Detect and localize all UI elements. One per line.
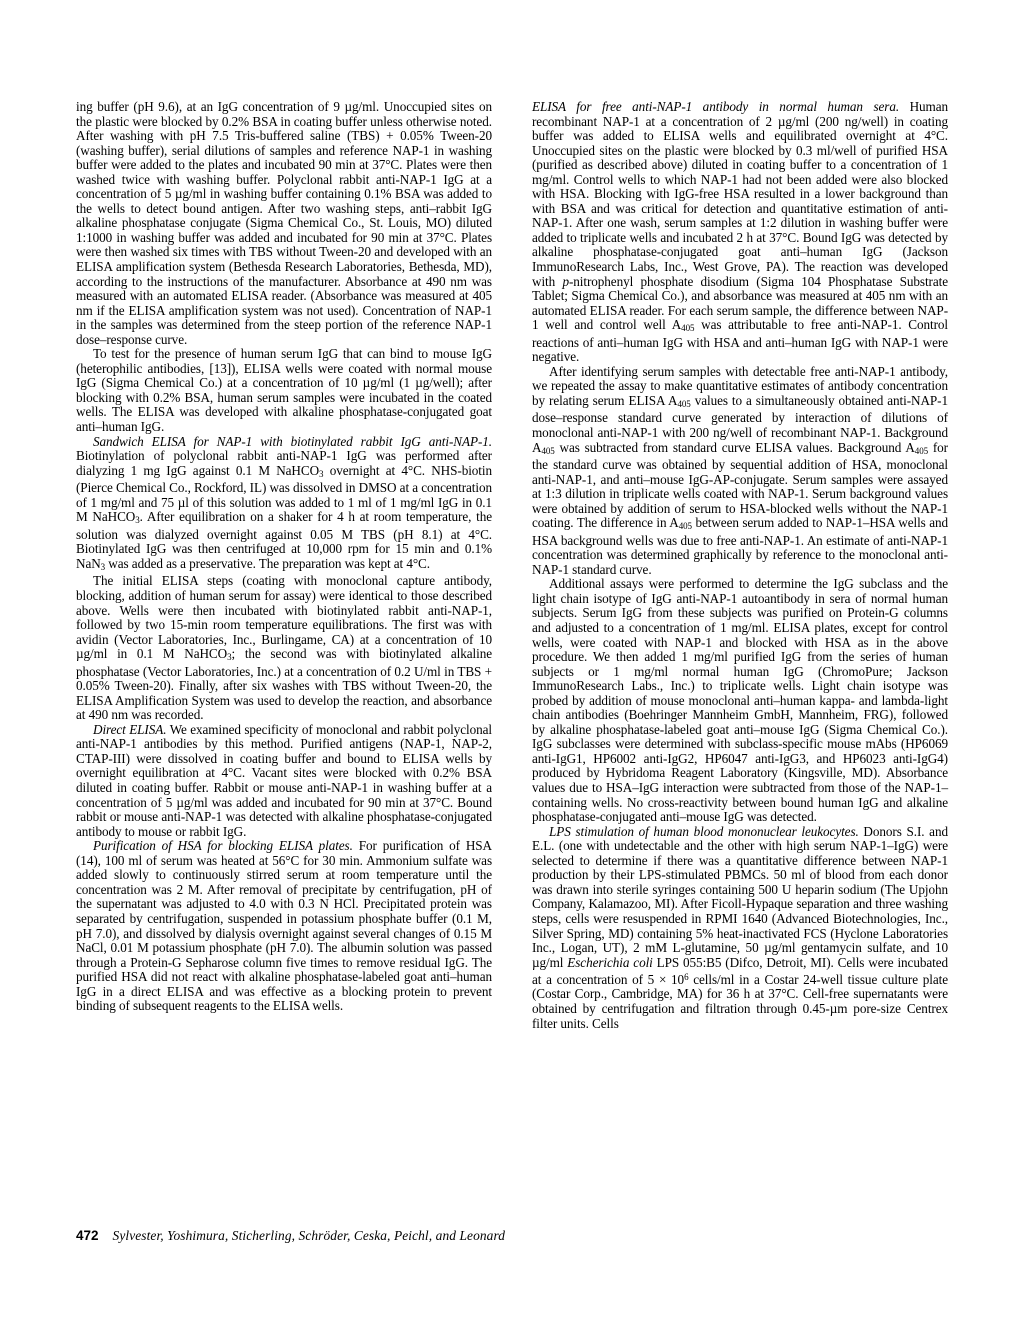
paragraph: Purification of HSA for blocking ELISA plates. For purification of HSA (14), 100 ml of serum was heated at 56°C for 30 min. Ammonium sulfate was added slowly to continuously stirred serum at room temperature until the concentration was 2 M. After removal of precipitate by centrifugation, pH of the supernatant was adjusted to 4.0 with 0.3 N HCl. Precipitated protein was separated by centrifugation, suspended in potassium phosphate buffer (0.1 M, pH 7.0), and dissolved by dialysis overnight against several changes of 0.15 M NaCl, 0.01 M potassium phosphate (pH 7.0). The albumin solution was passed through a Protein-G Sepharose column five times to remove residual IgG. The purified HSA did not react with alkaline phosphatase-labeled goat anti–human IgG in a direct ELISA and was effective as a blocking protein to prevent binding of subsequent reagents to the ELISA wells.	[76, 838, 492, 1014]
paragraph: The initial ELISA steps (coating with monoclonal capture antibody, blocking, addition of human serum for assay) were identical to those described above. Wells were then incubated with biotinylated rabbit anti-NAP-1, followed by two 15-min room temperature equilibrations. The first was with avidin (Vector Laboratories, Inc., Burlingame, CA) at a concentration of 10 µg/ml in 0.1 M NaHCO$_3$; the second was with biotinylated alkaline phosphatase (Vector Laboratories, Inc.) at a concentration of 0.2 U/ml in TBS + 0.05% Tween-20). Finally, after six washes with TBS without Tween-20, the ELISA Amplification System was used to develop the reaction, and absorbance at 490 nm was recorded.	[76, 573, 492, 723]
paragraph: ELISA for free anti-NAP-1 antibody in normal human sera. Human recombinant NAP-1 at a concentration of 2 µg/ml (200 ng/well) in coating buffer was added to ELISA wells and equilibrated overnight at 4°C. Unoccupied sites on the plastic were blocked by 0.3 ml/well of purified HSA (purified as described above) diluted in coating buffer to a concentration of 1 mg/ml. Control wells to which NAP-1 had not been added were also blocked with HSA. Blocking with IgG-free HSA resulted in a lower background than with BSA and was critical for detection and quantitative estimation of anti-NAP-1. After one wash, serum samples at 1:2 dilution in washing buffer were added to triplicate wells and incubated 2 h at 37°C. Bound IgG was detected by alkaline phosphatase-conjugated goat anti–human IgG (Jackson ImmunoResearch Labs, Inc., West Grove, PA). The reaction was developed with p-nitrophenyl phosphate disodium (Sigma 104 Phosphatase Substrate Tablet; Sigma Chemical Co.), and absorbance was measured at 405 nm with an automated ELISA reader. For each serum sample, the difference between NAP-1 well and control well $A_{405}$ was attributable to free anti-NAP-1. Control reactions of anti–human IgG with HSA and anti–human IgG with NAP-1 were negative.	[532, 99, 949, 365]
page-footer	[76, 1228, 948, 1244]
paragraph: ing buffer (pH 9.6), at an IgG concentration of 9 µg/ml. Unoccupied sites on the plastic were blocked by 0.2% BSA in coating buffer unless otherwise noted. After washing with pH 7.5 Tris-buffered saline (TBS) + 0.05% Tween-20 (washing buffer), serial dilutions of samples and reference NAP-1 in washing buffer were added to the plates and incubated 90 min at 37°C. Plates were then washed twice with washing buffer. Polyclonal rabbit anti-NAP-1 IgG at a concentration of 5 µg/ml in washing buffer containing 0.1% BSA was added to the wells to detect bound antigen. After two washing steps, anti–rabbit IgG alkaline phosphatase conjugate (Sigma Chemical Co., St. Louis, MO) diluted 1:1000 in washing buffer was added and incubated for 90 min at 37°C. Plates were then washed six times with TBS without Tween-20 and developed with an ELISA amplification system (Bethesda Research Laboratories, Bethesda, MD), according to the instructions of the manufacturer. Absorbance at 490 nm was measured with an automated ELISA reader. (Absorbance was measured at 405 nm if the ELISA amplification system was not used). Concentration of NAP-1 in the samples was determined from the steep portion of the reference NAP-1 dose–response curve.	[76, 99, 492, 347]
paragraph: Additional assays were performed to determine the IgG subclass and the light chain isotype of IgG anti-NAP-1 autoantibody in sera of normal human subjects. Serum IgG from these subjects was purified on Protein-G columns and adjusted to a concentration of 1 mg/ml. ELISA plates, except for control wells, were coated with NAP-1 and blocked with HSA as in the above procedure. We then added 1 mg/ml purified IgG from the series of human subjects or 1 mg/ml normal human IgG (ChromoPure; Jackson ImmunoResearch Labs., Inc.) to triplicate wells. Light chain isotype was probed by addition of mouse monoclonal anti–human kappa- and lambda-light chain antibodies (Boehringer Mannheim GmbH, Mannheim, FRG), followed by alkaline phosphatase-labeled goat anti–mouse IgG (Sigma Chemical Co.). IgG subclasses were determined with subclass-specific mouse mAbs (HP6069 anti-IgG1, HP6002 anti-IgG2, HP6047 anti-IgG3, and HP6023 anti-IgG4) produced by Hybridoma Reagent Laboratory (Kingsville, MD). Absorbance values due to HSA–IgG interaction were subtracted from those of the NAP-1–containing wells. No cross-reactivity between bound human IgG and alkaline phosphatase-conjugated anti–mouse IgG was detected.	[532, 576, 948, 825]
right-column	[532, 100, 948, 1031]
two-column-body	[76, 100, 948, 1031]
paragraph: LPS stimulation of human blood mononuclear leukocytes. Donors S.I. and E.L. (one with undetectable and the other with high serum NAP-1–IgG) were selected to determine if there was a quantitative difference between NAP-1 production by their LPS-stimulated PBMCs. 50 ml of blood from each donor was drawn into sterile syringes containing 500 U heparin sodium (The Upjohn Company, Kalamazoo, MI). After Ficoll-Hypaque separation and three washing steps, cells were resuspended in RPMI 1640 (Advanced Biotechnologies, Inc., Silver Spring, MD) containing 5% heat-inactivated FCS (Hyclone Laboratories Inc., Logan, UT), 2 mM L-glutamine, 50 µg/ml gentamycin sulfate, and 10 µg/ml Escherichia coli LPS 055:B5 (Difco, Detroit, MI). Cells were incubated at a concentration of $5 \times 10^6$ cells/ml in a Costar 24-well tissue culture plate (Costar Corp., Cambridge, MA) for 36 h at 37°C. Cell-free supernatants were obtained by centrifugation and filtration through 0.45-µm pore-size Centrex filter units. Cells	[532, 823, 948, 1031]
paragraph: To test for the presence of human serum IgG that can bind to mouse IgG (heterophilic antibodies, [13]), ELISA wells were coated with normal mouse IgG (Sigma Chemical Co.) at a concentration of 10 µg/ml (1 µg/well); after blocking with 0.2% BSA, human serum samples were incubated in the coated wells. The ELISA was developed with alkaline phosphatase-conjugated goat anti–human IgG.	[76, 346, 492, 435]
paragraph: Direct ELISA. We examined specificity of monoclonal and rabbit polyclonal anti-NAP-1 antibodies by this method. Purified antigens (NAP-1, NAP-2, CTAP-III) were dissolved in coating buffer and bound to ELISA wells by overnight equilibration at 4°C. Vacant sites were blocked with 0.2% BSA diluted in coating buffer. Rabbit or mouse anti-NAP-1 in washing buffer at a concentration of 5 µg/ml was added and incubated for 90 min at 37°C. Bound rabbit or mouse anti-NAP-1 was detected with alkaline phosphatase-conjugated antibody to mouse or rabbit IgG.	[76, 721, 493, 839]
paragraph: After identifying serum samples with detectable free anti-NAP-1 antibody, we repeated the assay to make quantitative estimates of antibody concentration by relating serum ELISA $A_{405}$ values to a simultaneously obtained anti-NAP-1 dose–response standard curve generated by interaction of dilutions of monoclonal anti-NAP-1 with 200 ng/well of recombinant NAP-1. Background $A_{405}$ was subtracted from standard curve ELISA values. Background $A_{405}$ for the standard curve was obtained by sequential addition of HSA, monoclonal anti-NAP-1, and anti–mouse IgG-AP-conjugate. Serum samples were assayed at 1:3 dilution in triplicate wells coated with NAP-1. Serum background values were obtained by addition of serum to HSA-blocked wells without the NAP-1 coating. The difference in $A_{405}$ between serum added to NAP-1–HSA wells and HSA background wells was due to free anti-NAP-1. An estimate of anti-NAP-1 concentration was determined graphically by reference to the monoclonal anti-NAP-1 standard curve.	[532, 363, 949, 577]
page-number: 472	[76, 1228, 99, 1243]
left-column	[76, 100, 492, 1031]
running-footer-authors: Sylvester, Yoshimura, Sticherling, Schröder, Ceska, Peichl, and Leonard	[112, 1228, 506, 1243]
paragraph: Sandwich ELISA for NAP-1 with biotinylated rabbit IgG anti-NAP-1. Biotinylation of polyclonal rabbit anti-NAP-1 IgG was performed after dialyzing 1 mg IgG against 0.1 M NaHCO$_3$ overnight at 4°C. NHS-biotin (Pierce Chemical Co., Rockford, IL) was dissolved in DMSO at a concentration of 1 mg/ml and 75 µl of this solution was added to 1 ml of 1 mg/ml IgG in 0.1 M NaHCO$_3$. After equilibration on a shaker for 4 h at room temperature, the solution was dialyzed overnight against 0.05 M TBS (pH 8.1) at 4°C. Biotinylated IgG was then centrifuged at 10,000 rpm for 15 min and 0.1% NaN$_3$ was added as a preservative. The preparation was kept at 4°C.	[76, 433, 492, 572]
